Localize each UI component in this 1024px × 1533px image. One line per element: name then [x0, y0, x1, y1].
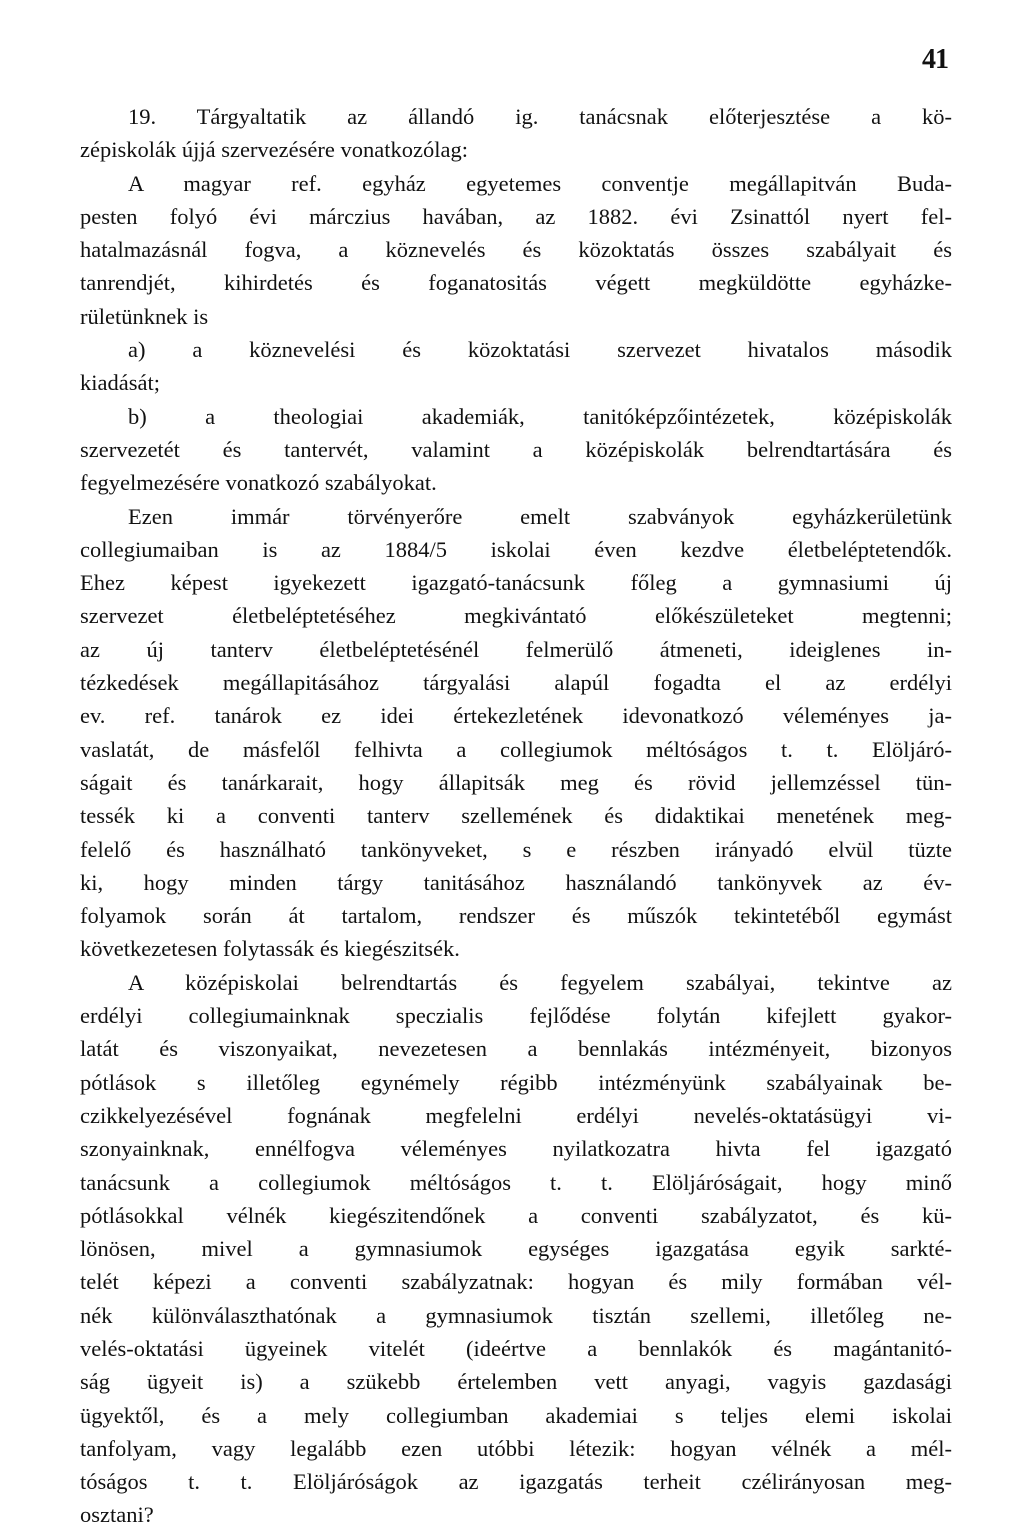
- text-line: Ezen immár törvényerőre emelt szabványok egyházkerületünk: [128, 503, 952, 529]
- text-line: tessék ki a conventi tanterv szellemének és didaktikai menetének meg-: [80, 803, 952, 829]
- text-line: A középiskolai belrendtartás és fegyelem szabályai, tekintve az: [128, 969, 952, 995]
- text-line: hatalmazásnál fogva, a köznevelés és közoktatás összes szabályait és: [80, 237, 952, 263]
- text-line: tézkedések megállapitásához tárgyalási alapúl fogadta el az erdélyi: [80, 670, 952, 696]
- text-line: collegiumaiban is az 1884/5 iskolai éven kezdve életbeléptetendők.: [80, 536, 952, 562]
- text-line: vaslatát, de másfelől felhivta a collegiumok méltóságos t. t. Elöljáró-: [80, 736, 952, 762]
- text-line: fegyelmezésére vonatkozó szabályokat.: [80, 470, 437, 496]
- text-line: pesten folyó évi márczius havában, az 1882. évi Zsinattól nyert fel-: [80, 203, 952, 229]
- text-line: tóságos t. t. Elöljáróságok az igazgatás terheit czélirányosan meg-: [80, 1469, 952, 1495]
- text-line: felelő és használható tankönyveket, s e részben irányadó elvül tüzte: [80, 836, 952, 862]
- text-line: A magyar ref. egyház egyetemes conventje megállapitván Buda-: [128, 170, 952, 196]
- text-line: következetesen folytassák és kiegészitsék.: [80, 936, 460, 962]
- page-number: 41: [922, 44, 948, 75]
- text-line: ügyektől, és a mely collegiumban akademiai s teljes elemi iskolai: [80, 1402, 952, 1428]
- text-line: lönösen, mivel a gymnasiumok egységes igazgatása egyik sarkté-: [80, 1236, 952, 1262]
- text-line: ev. ref. tanárok ez idei értekezletének idevonatkozó véleményes ja-: [80, 703, 952, 729]
- text-line: szonyainknak, ennélfogva véleményes nyilatkozatra hivta fel igazgató: [80, 1136, 952, 1162]
- text-line: telét képezi a conventi szabályzatnak: hogyan és mily formában vél-: [80, 1269, 952, 1295]
- text-line: kiadását;: [80, 370, 160, 396]
- text-line: zépiskolák újjá szervezésére vonatkozólag:: [80, 137, 468, 163]
- text-line: velés-oktatási ügyeinek vitelét (ideértve a bennlakók és magántanitó-: [80, 1335, 952, 1361]
- text-line: folyamok során át tartalom, rendszer és műszók tekintetéből egymást: [80, 903, 952, 929]
- text-line: ki, hogy minden tárgy tanitásához használandó tankönyvek az év-: [80, 869, 952, 895]
- text-line: erdélyi collegiumainknak speczialis fejlődése folytán kifejlett gyakor-: [80, 1003, 952, 1029]
- text-line: 19. Tárgyaltatik az állandó ig. tanácsnak előterjesztése a kö-: [128, 104, 952, 129]
- text-line: pótlások s illetőleg egynémely régibb intézményünk szabályainak be-: [80, 1069, 952, 1095]
- text-line: pótlásokkal vélnék kiegészitendőnek a conventi szabályzatot, és kü-: [80, 1202, 952, 1228]
- text-line: tanrendjét, kihirdetés és foganatositás végett megküldötte egyházke-: [80, 270, 952, 296]
- body-text: [80, 100, 952, 1532]
- text-line: osztani?: [80, 1502, 154, 1528]
- text-line: b) a theologiai akademiák, tanitóképzőintézetek, középiskolák: [128, 403, 952, 429]
- text-line: czikkelyezésével fognának megfelelni erdélyi nevelés-oktatásügyi vi-: [80, 1102, 952, 1128]
- text-line: tanfolyam, vagy legalább ezen utóbbi létezik: hogyan vélnék a mél-: [80, 1435, 952, 1461]
- text-line: nék különválaszthatónak a gymnasiumok tisztán szellemi, illetőleg ne-: [80, 1302, 952, 1328]
- text-line: szervezet életbeléptetéséhez megkivántató előkészületeket megtenni;: [80, 603, 952, 629]
- text-line: tanácsunk a collegiumok méltóságos t. t. Elöljáróságait, hogy minő: [80, 1169, 952, 1195]
- text-line: Ehez képest igyekezett igazgató-tanácsunk főleg a gymnasiumi új: [80, 570, 952, 596]
- text-line: rületünknek is: [80, 303, 209, 329]
- text-line: szervezetét és tantervét, valamint a középiskolák belrendtartására és: [80, 436, 952, 462]
- text-line: latát és viszonyaikat, nevezetesen a bennlakás intézményeit, bizonyos: [80, 1036, 952, 1062]
- text-line: a) a köznevelési és közoktatási szervezet hivatalos második: [128, 337, 952, 363]
- text-line: ság ügyeit is) a szükebb értelemben vett anyagi, vagyis gazdasági: [80, 1369, 952, 1395]
- text-line: ságait és tanárkarait, hogy állapitsák meg és rövid jellemzéssel tün-: [80, 769, 952, 795]
- text-line: az új tanterv életbeléptetésénél felmerülő átmeneti, ideiglenes in-: [80, 636, 952, 662]
